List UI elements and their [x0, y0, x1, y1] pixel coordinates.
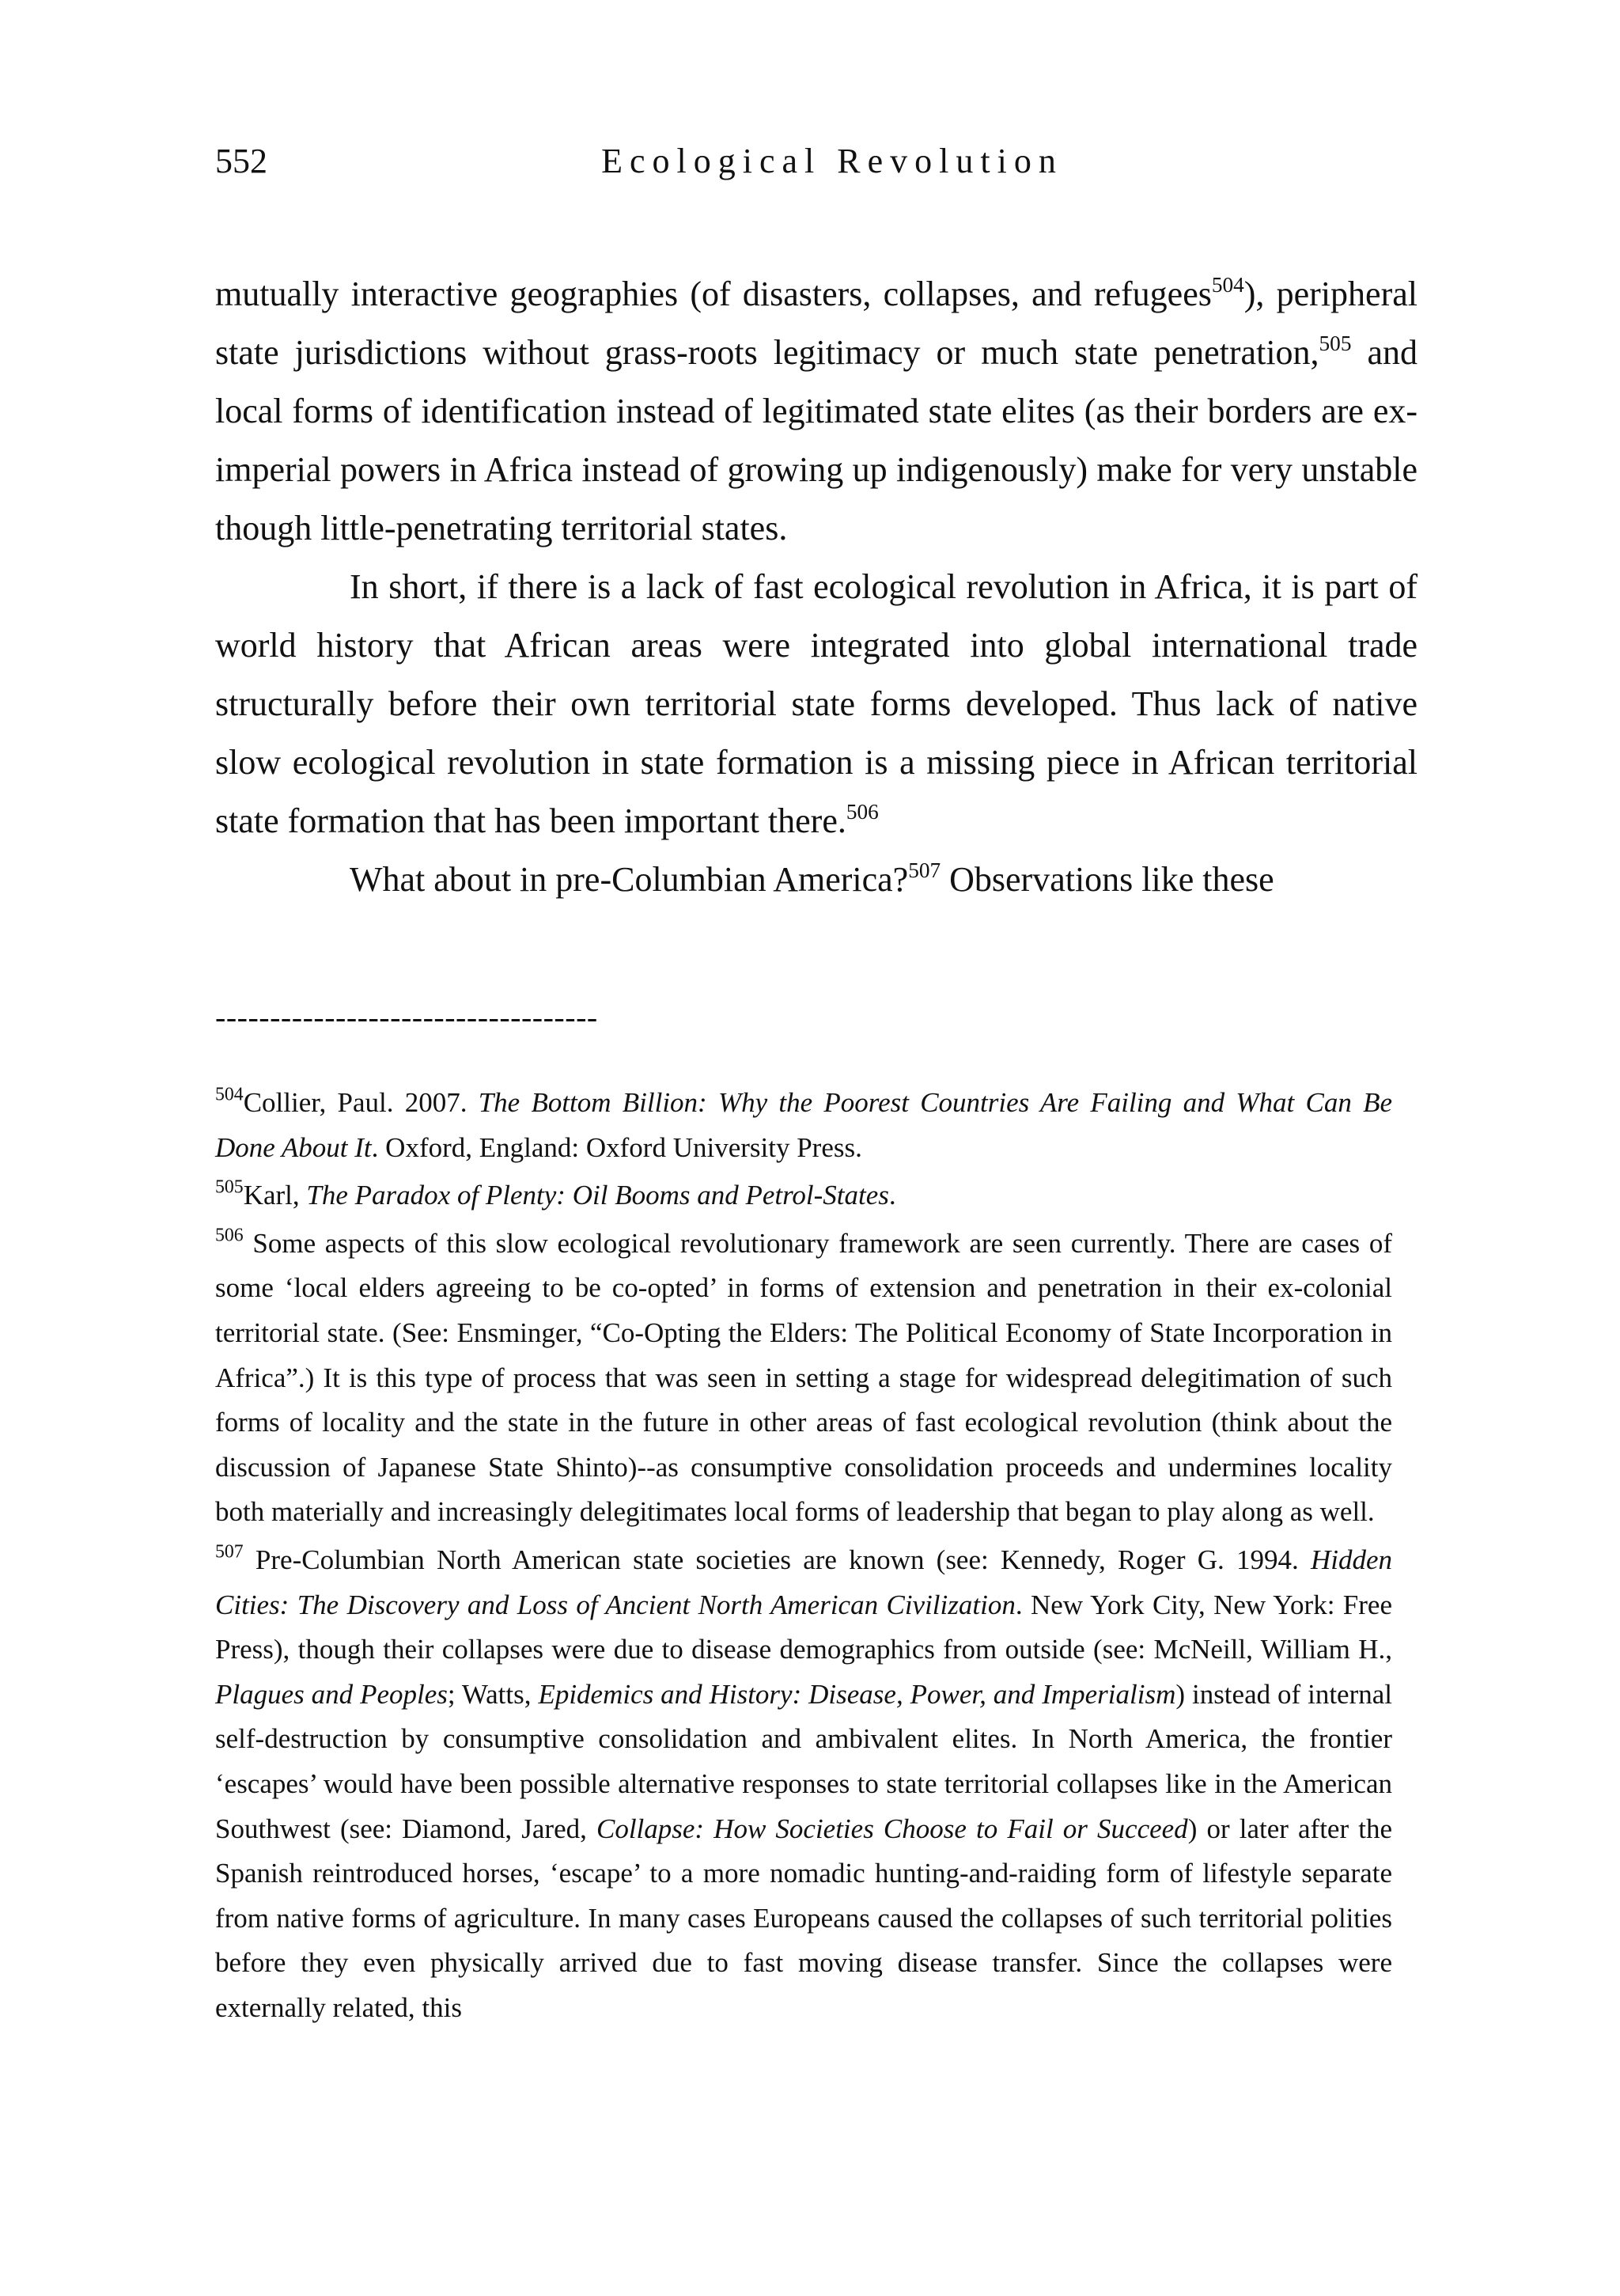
main-text: [215, 265, 1418, 909]
footnote-ref-504: 504: [1211, 273, 1244, 297]
footnote-number: 507: [215, 1541, 244, 1563]
page-number: 552: [215, 142, 267, 180]
paragraph-3: [215, 851, 1418, 909]
text-span: Collier, Paul. 2007.: [243, 1087, 479, 1118]
footnote-506: [215, 1222, 1392, 1535]
text-span: Karl,: [243, 1180, 307, 1211]
footnote-number: 506: [215, 1225, 244, 1246]
footnote-505: [215, 1173, 1392, 1218]
text-span: Observations like these: [941, 860, 1274, 899]
footnote-number: 505: [215, 1176, 244, 1198]
text-span: ), peripheral state jurisdictions without grass-roots legitimacy or much state penetration,: [215, 275, 1418, 372]
text-span: ; Watts,: [447, 1678, 539, 1710]
italic-title: Collapse: How Societies Choose to Fail or Succeed: [596, 1813, 1188, 1844]
page-header: [215, 141, 1418, 188]
footnote-number: 504: [215, 1084, 244, 1105]
italic-title: Hidden Cities: The Discovery and Loss of Ancient North American Civilization: [215, 1544, 1392, 1620]
text-span: What about in pre-Columbian America?: [350, 860, 909, 899]
text-span: mutually interactive geographies (of disasters, collapses, and refugees: [215, 275, 1212, 313]
text-span: In short, if there is a lack of fast ecological revolution in Africa, it is part of world history that African areas were integrated into global international trade structurally before their own territorial state forms developed. Thus lack of native slow ecological revolution in state formation is a missing piece in African territorial state formation that has been important there.: [215, 567, 1418, 840]
paragraph-2: [215, 558, 1418, 851]
italic-title: Epidemics and History: Disease, Power, and Imperialism: [538, 1678, 1176, 1710]
text-span: .: [888, 1180, 896, 1211]
italic-title: The Paradox of Plenty: Oil Booms and Petrol-States: [306, 1180, 889, 1211]
text-span: . New York City, New York: Free Press), though their collapses were due to disease demographics from outside (see: McNeill, William H.,: [215, 1589, 1392, 1665]
text-span: . Oxford, England: Oxford University Press.: [371, 1131, 862, 1163]
footnote-divider: -----------------------------------: [215, 999, 598, 1035]
text-span: ) or later after the Spanish reintroduced horses, ‘escape’ to a more nomadic hunting-and-raiding form of lifestyle separate from native forms of agriculture. In many cases Europeans caused the collapses of such territorial polities before they even physically arrived due to fast moving disease transfer. Since the collapses were externally related, this: [215, 1813, 1392, 2023]
footnote-507: [215, 1538, 1392, 2031]
running-title: Ecological Revolution: [601, 142, 1063, 180]
italic-title: Plagues and Peoples: [215, 1678, 448, 1710]
text-span: Some aspects of this slow ecological revolutionary framework are seen currently. There are cases of some ‘local elders agreeing to be co-opted’ in forms of extension and penetration in their ex-colonial territorial state. (See: Ensminger, “Co-Opting the Elders: The Political Economy of State Incorporation in Africa”.) It is this type of process that was seen in setting a stage for widespread delegitimation of such forms of locality and the state in the future in other areas of fast ecological revolution (think about the discussion of Japanese State Shinto)--as consumptive consolidation proceeds and undermines locality both materially and increasingly delegitimates local forms of leadership that began to play along as well.: [215, 1227, 1392, 1528]
footnote-504: [215, 1081, 1392, 1170]
text-span: and local forms of identification instead of legitimated state elites (as their borders are ex-imperial powers in Africa instead of growing up indigenously) make for very unstable though little-penetrating territorial states.: [215, 333, 1418, 547]
footnote-ref-507: 507: [908, 858, 941, 883]
paragraph-1: [215, 265, 1418, 558]
text-span: ) instead of internal self-destruction by consumptive consolidation and ambivalent elites. In North America, the frontier ‘escapes’ would have been possible alternative responses to state territorial collapses like in the American Southwest (see: Diamond, Jared,: [215, 1678, 1392, 1844]
footnotes: [215, 1081, 1392, 2033]
italic-title: The Bottom Billion: Why the Poorest Countries Are Failing and What Can Be Done About It: [215, 1087, 1392, 1163]
footnote-ref-506: 506: [846, 800, 879, 824]
footnote-ref-505: 505: [1319, 332, 1352, 356]
text-span: Pre-Columbian North American state societies are known (see: Kennedy, Roger G. 1994.: [243, 1544, 1311, 1575]
